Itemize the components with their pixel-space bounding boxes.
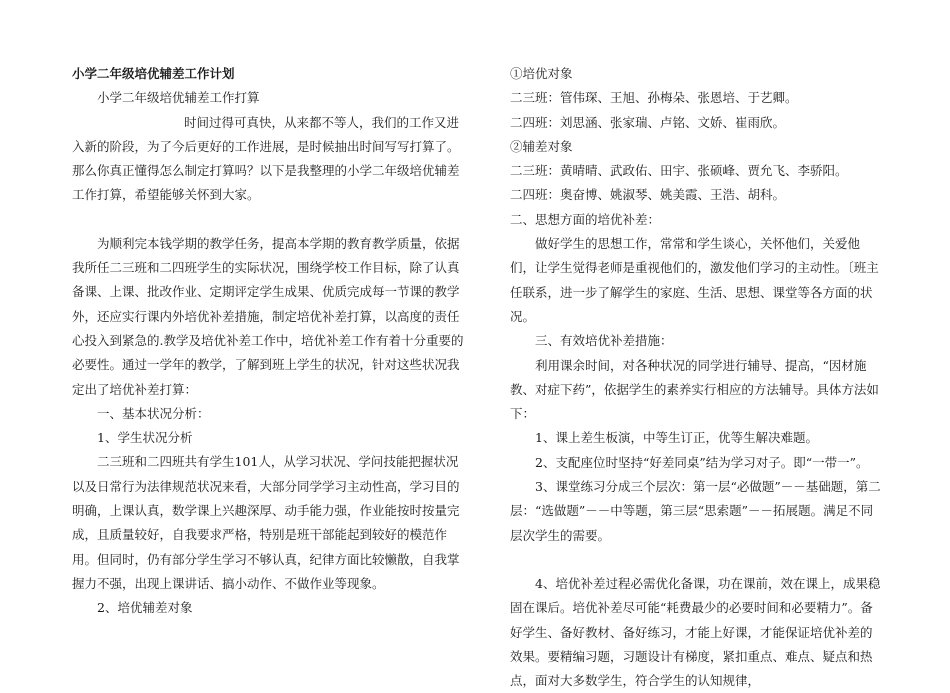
right-column bbox=[510, 62, 882, 693]
subsection-heading: 1、学生状况分析 bbox=[97, 430, 193, 446]
section-heading: 二、思想方面的培优补差： bbox=[510, 211, 661, 227]
section-heading: 一、基本状况分析： bbox=[97, 405, 210, 421]
list-heading: ①培优对象 bbox=[510, 66, 573, 81]
section-heading: 三、有效培优补差措施： bbox=[535, 333, 673, 349]
list-heading: ②辅差对象 bbox=[510, 138, 573, 154]
list-item: 二三班：管伟琛、王旭、孙梅朵、张恩培、于艺卿。 bbox=[510, 90, 798, 106]
list-item: 二四班：刘思涵、张家瑞、卢铭、文娇、崔雨欣。 bbox=[510, 114, 786, 130]
list-item: 二三班：黄晴晴、武政佑、田宇、张硕峰、贾允飞、李骄阳。 bbox=[510, 163, 848, 179]
list-item: 2、支配座位时坚持“好差同桌”结为学习对子。即“一带一”。 bbox=[535, 454, 869, 470]
left-column bbox=[72, 62, 468, 621]
body-paragraph: 做好学生的思想工作，常常和学生谈心，关怀他们，关爱他们，让学生觉得老师是重视他们的，激发他们学习的主动性。〔班主任联系，进一步了解学生的家庭、生活、思想、课堂等各方面的状况。 bbox=[510, 236, 879, 324]
subsection-heading: 2、培优辅差对象 bbox=[97, 600, 193, 616]
intro-paragraph: 时间过得可真快，从来都不等人，我们的工作又进入新的阶段，为了今后更好的工作进展，是时候抽出时间写写打算了。那么你真正懂得怎么制定打算吗？以下是我整理的小学二年级培优辅差工作打算，希望能够关怀到大家。 bbox=[72, 114, 460, 203]
subtitle: 小学二年级培优辅差工作打算 bbox=[97, 90, 260, 106]
body-paragraph: 为顺利完本钱学期的教学任务，提高本学期的教育教学质量，依据我所任二三班和二四班学生的实际状况，围绕学校工作目标，除了认真备课、上课、批改作业、定期评定学生成果、优质完成每一节课的教学外，还应实行课内外培优补差措施，制定培优补差打算，以高度的责任心投入到紧急的.教学及培优补差工作中，培优补差工作有着十分重要的必要性。通过一学年的教学，了解到班上学生的状况，针对这些状况我定出了培优补差打算： bbox=[72, 235, 464, 397]
list-item: 二四班：奥奋博、姚淑琴、姚美霞、王浩、胡科。 bbox=[510, 187, 786, 203]
document-title: 小学二年级培优辅差工作计划 bbox=[72, 66, 235, 81]
list-item: 3、课堂练习分成三个层次：第一层“必做题”－－基础题，第二层：“选做题”－－中等题，第三层“思索题”－－拓展题。满足不同层次学生的需要。 bbox=[510, 479, 881, 543]
list-item: 1、课上差生板演，中等生订正，优等生解决难题。 bbox=[535, 430, 818, 446]
body-paragraph: 4、培优补差过程必需优化备课，功在课前，效在课上，成果稳固在课后。培优补差尽可能“耗费最少的必要时间和必要精力”。备好学生、备好教材、备好练习，才能上好课，才能保证培优补差的效果。要精编习题，习题设计有梯度，紧扣重点、难点、疑点和热点，面对大多数学生，符合学生的认知规律， bbox=[510, 575, 881, 689]
body-paragraph: 二三班和二四班共有学生101人，从学习状况、学问技能把握状况以及日常行为法律规范状况来看，大部分同学学习主动性高，学习目的明确，上课认真，数学课上兴趣深厚、动手能力强，作业能按时按量完成，且质量较好，自我要求严格，特别是班干部能起到较好的模范作用。但同时，仍有部分学生学习不够认真，纪律方面比较懒散，自我掌握力不强，出现上课讲话、搞小动作、不做作业等现象。 bbox=[72, 454, 460, 591]
body-paragraph: 利用课余时间，对各种状况的同学进行辅导、提高，“因材施教、对症下药”，依据学生的素养实行相应的方法辅导。具体方法如下： bbox=[510, 357, 879, 422]
